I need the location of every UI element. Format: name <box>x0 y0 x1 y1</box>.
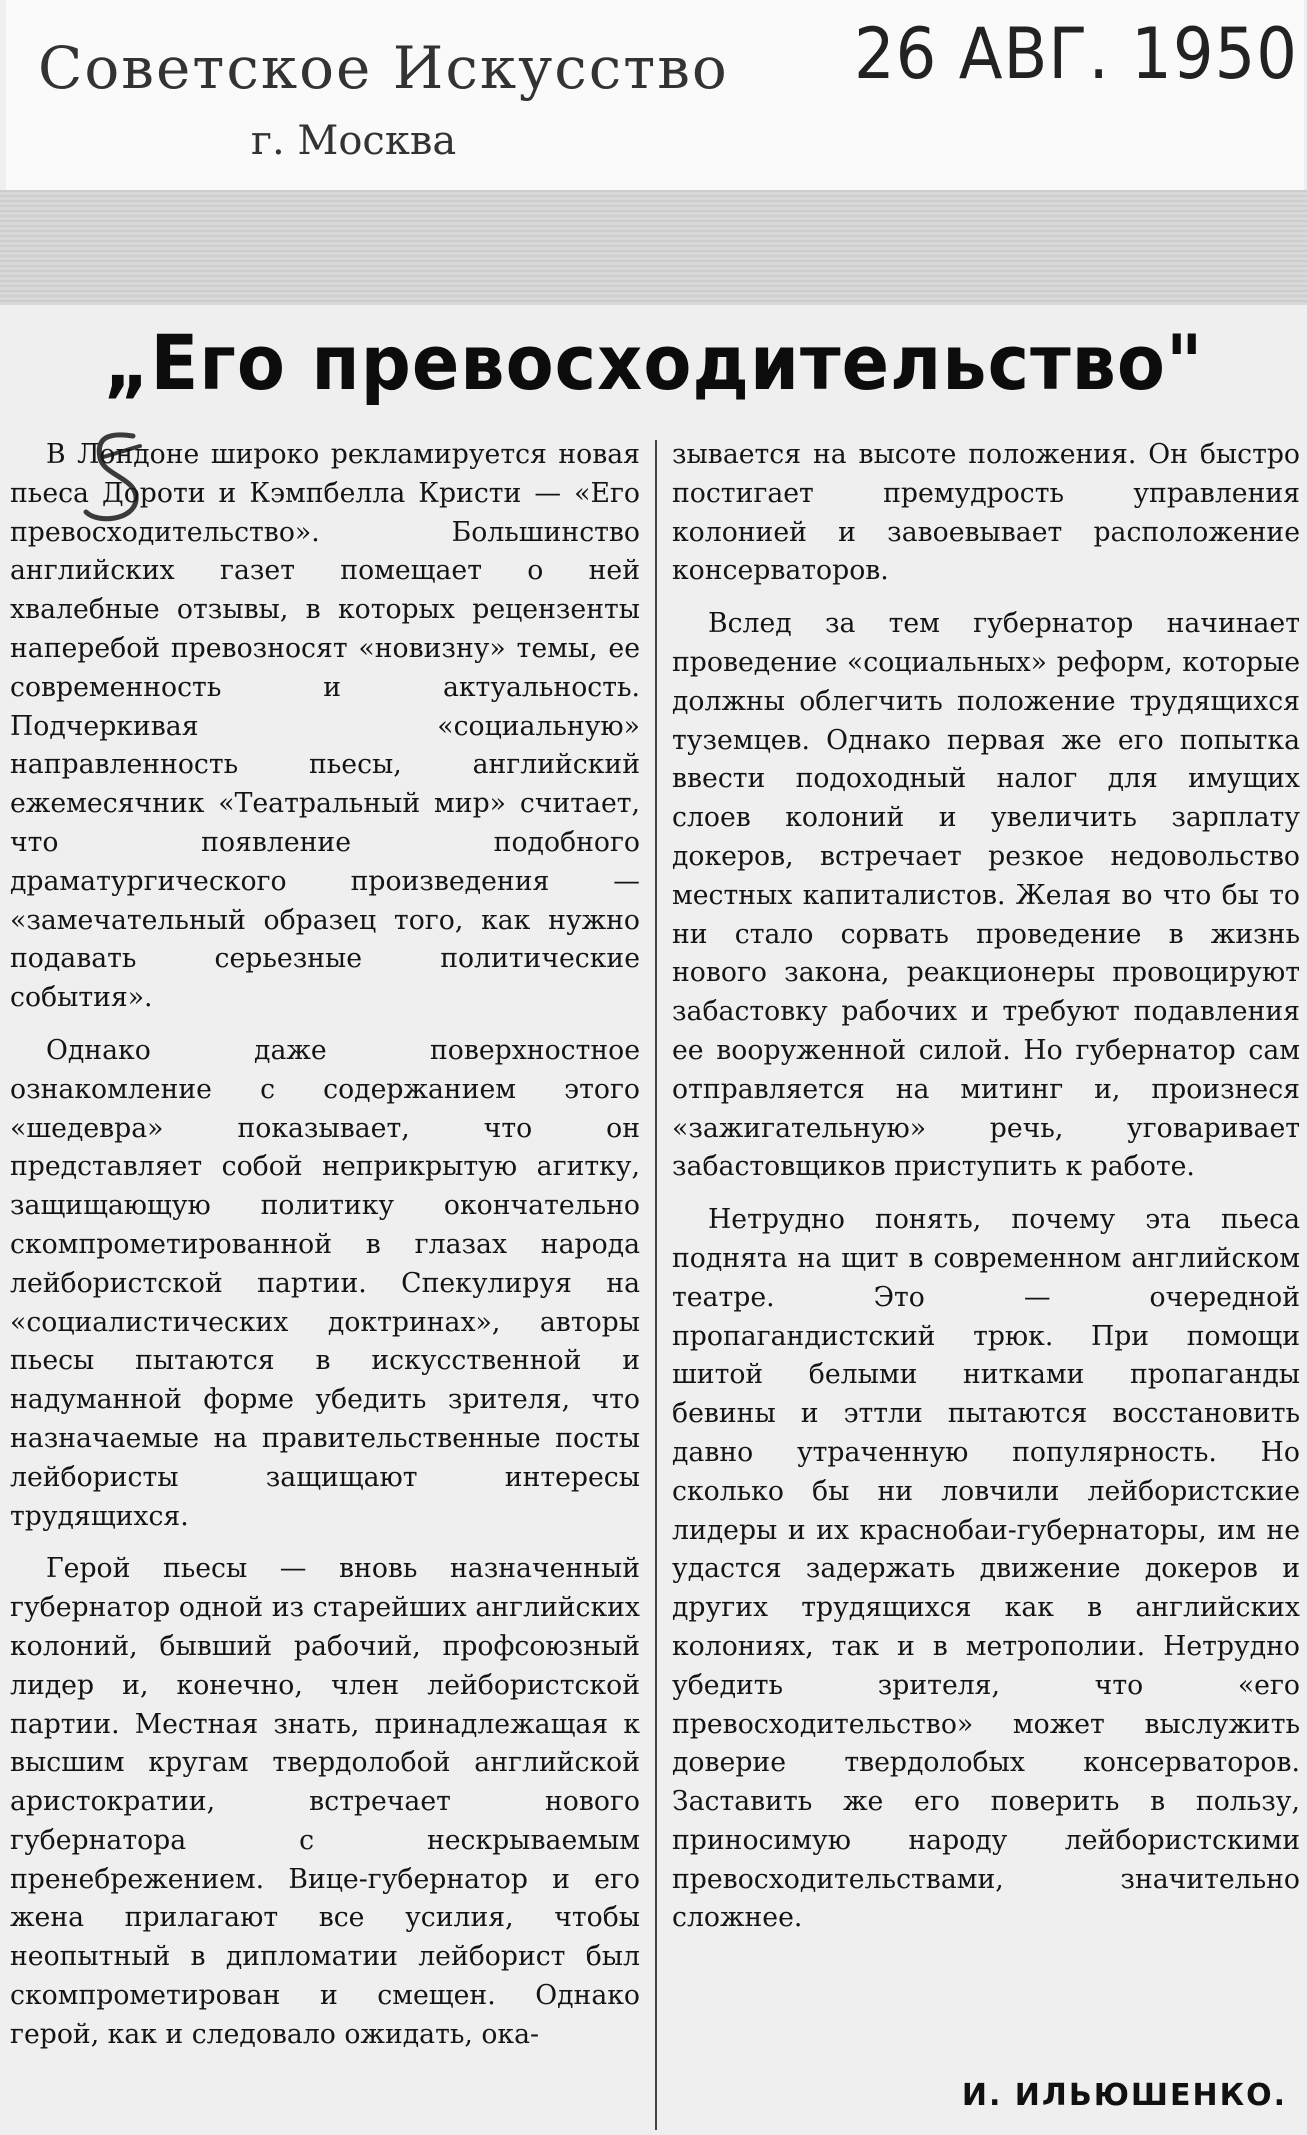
clipping-background-band <box>0 190 1307 305</box>
article-column-right <box>672 436 1300 1952</box>
masthead-slip <box>6 0 1304 191</box>
article-paragraph: Однако даже поверхностное ознакомление с содержанием этого «шедевра» показывает, что он представляет собой неприкрытую агитку, защищающую политику окончательно скомпрометированной в глазах народа лейбористской партии. Спекулируя на «социалистических доктринах», авторы пьесы пытаются в искусственной и надуманной форме убедить зрителя, что назначаемые на правительственные посты лейбористы защищают интересы трудящихся. <box>10 1034 640 1532</box>
date-stamp: 26 АВГ. 1950 <box>853 14 1298 96</box>
newspaper-name: Советское Искусство <box>38 34 729 102</box>
newspaper-city: г. Москва <box>251 118 457 164</box>
article-paragraph: Герой пьесы — вновь назначенный губернатор одной из старейших английских колоний, бывший рабочий, профсоюзный лидер и, конечно, член лейбористской партии. Местная знать, принадлежащая к высшим кругам твердолобой английской аристократии, встречает нового губернатора с нескрываемым пренебрежением. Вице-губернатор и его жена прилагают все усилия, чтобы неопытный в дипломатии лейборист был скомпрометирован и смещен. Однако герой, как и следовало ожидать, ока- <box>10 1553 640 2050</box>
article-title: „Его превосходительство" <box>103 318 1204 408</box>
author-signature: И. ИЛЬЮШЕНКО. <box>961 2078 1287 2113</box>
article-paragraph: В Лондоне широко рекламируется новая пьеса Дороти и Кэмпбелла Кристи — «Его превосходительство». Большинство английских газет помещает о ней хвалебные отзывы, в которых рецензенты наперебой превозносят «новизну» темы, ее современность и актуальность. Подчеркивая «социальную» направленность пьесы, английский ежемесячник «Театральный мир» считает, что появление подобного драматургического произведения — «замечательный образец того, как нужно подавать серьезные политические события». <box>10 439 640 1014</box>
article-paragraph: Нетрудно понять, почему эта пьеса поднята на щит в современном английском театре. Это — очередной пропагандистский трюк. При помощи шитой белыми нитками пропаганды бевины и эттли пытаются восстановить давно утраченную популярность. Но сколько бы ни ловчили лейбористские лидеры и их краснобаи-губернаторы, им не удастся задержать движение докеров и других трудящихся как в английских колониях, так и в метрополии. Нетрудно убедить зрителя, что «его превосходительство» может выслужить доверие твердолобых консерваторов. Заставить же его поверить в пользу, приносимую народу лейбористскими превосходительствами, значительно сложнее. <box>672 1204 1300 1934</box>
article-paragraph: зывается на высоте положения. Он быстро постигает премудрость управления колонией и завоевывает расположение консерваторов. <box>672 439 1300 587</box>
column-divider <box>655 440 657 2130</box>
article-column-left <box>10 436 640 2069</box>
article-paragraph: Вслед за тем губернатор начинает проведение «социальных» реформ, которые должны облегчить положение трудящихся туземцев. Однако первая же его попытка ввести подоходный налог для имущих слоев колоний и увеличить зарплату докеров, встречает резкое недовольство местных капиталистов. Желая во что бы то ни стало сорвать проведение в жизнь нового закона, реакционеры провоцируют забастовку рабочих и требуют подавления ее вооруженной силой. Но губернатор сам отправляется на митинг и, произнеся «зажигательную» речь, уговаривает забастовщиков приступить к работе. <box>672 608 1300 1183</box>
